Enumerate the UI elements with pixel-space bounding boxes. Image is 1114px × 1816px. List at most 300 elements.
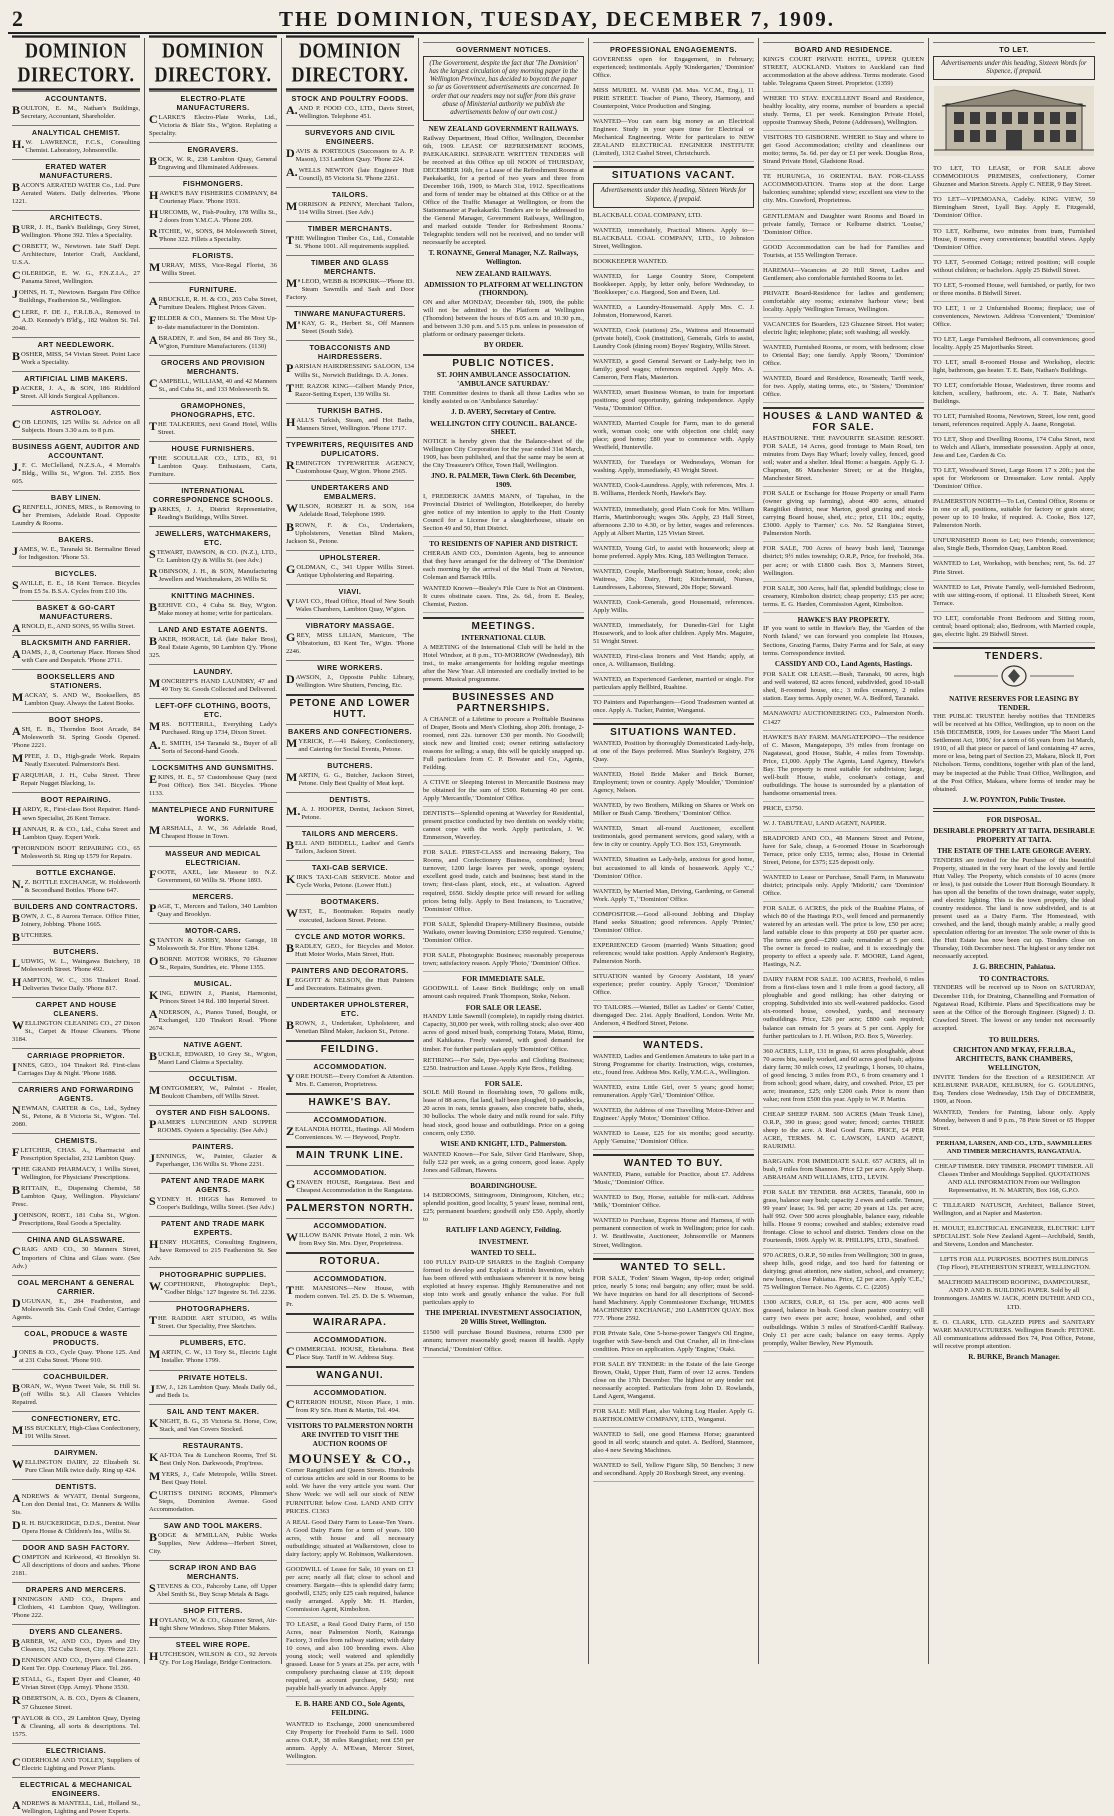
section-header: BOTTLE EXCHANGE. bbox=[12, 865, 140, 877]
classified-ad: WANTED, immediately, Practical Miners. Apply to— BLACKBALL COAL COMPANY, LTD., 10 Johnston Street, Wellington. bbox=[593, 227, 754, 255]
classified-ad: MANAWATU AUCTIONEERING CO., Palmerston North. C1427 bbox=[763, 710, 924, 730]
classified-ad: GENTLEMAN and Daughter want Rooms and Board in private family, Terrace or Kelburne district. 'Louise,' 'Dominion' Office. bbox=[763, 213, 924, 241]
section-header: SCRAP IRON AND BAG MERCHANTS. bbox=[149, 1560, 277, 1581]
business-ad: FOR SALE, Splendid Drapery-Millinery Business, outside Waikato, owner leaving Dominion; £350 required. 'Genuine,' 'Dominion' Office. bbox=[423, 921, 584, 949]
directory-entry: A.E. SMITH, 154 Taranaki St., Buyer of all Sorts of Second-hand Goods. bbox=[149, 738, 277, 756]
directory-entry: MARTIN, G. G., Butcher, Jackson Street, Petone. Only Best Quality of Meat kept. bbox=[286, 770, 414, 788]
classified-ad: BOOKKEEPER WANTED. bbox=[593, 258, 754, 270]
section-header: UNDERTAKERS AND EMBALMERS. bbox=[286, 480, 414, 501]
directory-entry: COLERIDGE, E. W. G., F.N.Z.I.A., 27 Panama Street, Wellington. bbox=[12, 268, 140, 286]
painting-tender: WANTED, Tenders for Painting, labour only. Apply Monday, between 8 and 9 p.m., 78 Pirie Street or 65 Hopper Street. bbox=[933, 1109, 1095, 1137]
directory-entry: HANNAH, R. & CO., Ltd., Cuba Street and Lambton Quay. Expert Work. bbox=[12, 823, 140, 841]
classified-ad: WANTED, First-class Ironers and Vest Hands; apply, at once, A. Williamson, Building. bbox=[593, 653, 754, 673]
section-header: BOOTMAKERS. bbox=[286, 894, 414, 906]
ambulance-sign: J. D. AVERY, Secretary of Centre. bbox=[451, 407, 556, 416]
board-items bbox=[763, 56, 924, 403]
section-header: LAUNDRY. bbox=[149, 664, 277, 676]
classified-ad: BARGAIN. FOR IMMEDIATE SALE. 657 ACRES, all in bush, 9 miles from Shannon. Price £2 per acre. Apply Sharp. ABRAHAM AND WILLIAMS, LTD., LEVIN. bbox=[763, 1158, 924, 1186]
houses-header: HOUSES & LAND WANTED & FOR SALE. bbox=[763, 407, 924, 433]
napier-notice bbox=[423, 540, 584, 582]
directory-entry: REMINGTON TYPEWRITER AGENCY, Customhouse Quay, W'gton. 'Phone 2565. bbox=[286, 457, 414, 475]
classified-ad: TO LET, comfortable House, Wadestown, three rooms and kitchen, scullery, bathroom, etc. A. T. Bate, Nathan's Buildings. bbox=[933, 382, 1095, 410]
classified-ad: WANTED to Sell, one good Harness Horse; guaranteed good in all work; staunch and quiet. A. Bedford, Stanmore, also 4 new Sewing Machines. bbox=[593, 1431, 754, 1459]
classified-ad: TO LET, 5-roomed House, well furnished, or partly, for two or three months. 8 Bidwill Street. bbox=[933, 282, 1095, 302]
directory-entry: JAMES, W. E., Taranaki St. Bermaline Bread for Indigestion. 'Phone 53. bbox=[12, 543, 140, 561]
directory-entry: BEEHIVE CO., 4 Cuba St. Buy, W'gton. Make money at home; write for particulars. bbox=[149, 600, 277, 618]
section-header: GRAMOPHONES, PHONOGRAPHS, ETC. bbox=[149, 398, 277, 419]
classified-ad: UNFURNISHED Room to Let; two Friends; convenience; also, Single Beds, Thorndon Quay, Lambton Road. bbox=[933, 537, 1095, 557]
tenders-header: TENDERS. bbox=[933, 647, 1095, 662]
admission-notice bbox=[423, 270, 584, 350]
directory-entry: BOWN, J. C., 8 Aurora Terrace. Office Fitter, Joinery, Jobbing. 'Phone 1665. bbox=[12, 910, 140, 928]
situations-vacant-lead: Advertisements under this heading, Sixteen Words for Sixpence, if prepaid. bbox=[593, 183, 754, 207]
section-header: BUSINESS AGENT, AUDITOR AND ACCOUNTANT. bbox=[12, 439, 140, 460]
native-reserves-tender bbox=[933, 695, 1095, 805]
retiring-ad: RETIRING—For Sale, Dye-works and Clothing Business; £250. Instruction and Lease. Apply Kyte Bros., Feilding. bbox=[423, 1057, 584, 1077]
dairy-farm-lease-ad: A REAL Good Dairy Farm to Lease-Ten Years. A Good Dairy Farm for a term of years. 100 acres, with house and all necessary outbuildings; situated at Walkerstown, close to dairy factory; apply W. Robinson, Walkerstown. bbox=[286, 1519, 414, 1563]
section-header: MUSICAL. bbox=[149, 976, 277, 988]
engagements-situations-column bbox=[589, 38, 759, 1664]
builders-title: TO BUILDERS. bbox=[988, 1035, 1040, 1044]
timber-ad: CHEAP TIMBER. DRY TIMBER. PROMPT TIMBER. All Classes Timber and Mouldings Supplied. QUOTATIONS AND ALL INFORMATION From our Wellington Representative, H. N. MARTIN, Box 168, G.P.O. bbox=[933, 1163, 1095, 1199]
board-header: BOARD AND RESIDENCE. bbox=[763, 42, 924, 54]
classified-ad: WANTED, Young Girl, to assist with housework; sleep at home preferred. Apply Mrs. King, 183 Wellington Terrace. bbox=[593, 545, 754, 565]
milk-round-title: FOR SALE. bbox=[484, 1079, 523, 1088]
directory-entry: STEWART, DAWSON, & CO. (N.Z.), LTD., Cr. Lambton Q'y & Willis St. (see Adv.) bbox=[149, 546, 277, 564]
classified-ad: WANTED—You can earn big money as an Electrical Engineer. Study in your spare time for Electrical or Mechanical Engineering. Write for particulars to NEW ZEALAND ELECTRICAL ENGINEER INSTITUTE (Limited), 1312 Cashel Street, Christchurch. bbox=[593, 118, 754, 162]
classified-ad: TO Painters and Paperhangers—Good Tradesmen wanted at once. Apply A. Tucker, Painter, Wanganui. bbox=[593, 699, 754, 719]
section-header: RESTAURANTS. bbox=[149, 1438, 277, 1450]
directory-entry: GENAVEN HOUSE, Rangataua. Best and Cheapest Accommodation in the Rangataua. bbox=[286, 1176, 414, 1194]
milk-round-sale bbox=[423, 1080, 584, 1149]
section-header: INTERNATIONAL CORRESPONDENCE SCHOOLS. bbox=[149, 483, 277, 504]
wanteds-header: WANTEDS. bbox=[593, 1036, 754, 1051]
double-divider bbox=[933, 808, 1095, 812]
section-header: FISHMONGERS. bbox=[149, 176, 277, 188]
classified-ad: TO LET, Kelburne, two minutes from tram, Furnished House, 8 rooms; every convenience; beautiful views. Apply 'Dominion' Office. bbox=[933, 228, 1095, 256]
section-header: KNITTING MACHINES. bbox=[149, 588, 277, 600]
section-header: PRIVATE HOTELS. bbox=[149, 1370, 277, 1382]
clark-sign: R. BURKE, Branch Manager. bbox=[968, 1352, 1060, 1361]
contractors-tender bbox=[933, 975, 1095, 1033]
disposal-subtitle: DESIRABLE PROPERTY AT TAITA. DESIRABLE PROPERTY AT TAITA. bbox=[933, 827, 1095, 844]
mounsey-body: Corner Rangitikei and Queen Streets. Hundreds of curious articles are sold in our Rooms to be sold. We have the very article you want. Our Show Week: we will sell our stock of NEW FURNITURE below Cost. LAND AND CITY PRICES. C1363 bbox=[286, 1467, 414, 1515]
section-header: ACCOMMODATION. bbox=[286, 1385, 414, 1397]
napier-title: TO RESIDENTS OF NAPIER AND DISTRICT. bbox=[429, 539, 578, 548]
situations-wanted-items bbox=[593, 740, 754, 1032]
classified-ad: WANTED, Cook (stations) 25s., Waitress and Housemaid (private hotel), Cook (institution), Generals, Girls to assist, Laundry Cook (dining room) Boyes' Registry, Willis Street. bbox=[593, 327, 754, 355]
directory-entry: DR. H. BUCKERIDGE, D.D.S., Dentist. Near Opera House & Children's Ins., Willis St. bbox=[12, 1518, 140, 1536]
directory-entry: WELLINGTON CLEANING CO., 27 Dixon St., Carpet & House Cleaners. 'Phone 3184. bbox=[12, 1017, 140, 1043]
directory-entry: BARBER, W., AND CO., Dyers and Dry Cleaners, 152 Cuba Street, City. 'Phone 221. bbox=[12, 1636, 140, 1654]
classified-ad: WANTED, immediately, good Plain Cook for Mrs. William Harris, Martinborough; wages 30s. Apply, 23 Hall Street, afternoons 2.30 to 4.30, or by letter, wages and references. Apply at Albert Martin, 125 Vivian Street. bbox=[593, 506, 754, 542]
directory-entry: ABRADEN, F. and Son, 84 and 86 Tory St., W'gton, Furniture Manufacturers. (1130) bbox=[149, 332, 277, 350]
perham-ad: PERHAM, LARSEN, AND CO., LTD., SAWMILLERS AND TIMBER MERCHANTS, RANGATAUA. bbox=[933, 1140, 1095, 1160]
directory-entry: THE GRAND PHARMACY, 1 Willis Street, Wellington, for Physicians' Prescriptions. bbox=[12, 1164, 140, 1182]
classified-ad: WANTED, extra Little Girl, over 5 years; good home; remuneration. Apply 'Girl,' 'Dominion' Office. bbox=[593, 1084, 754, 1104]
directory-entry: CLARKE'S Electro-Plate Works, Ltd., Victoria & Blair Sts., W'gton. Replating a Speciality. bbox=[149, 112, 277, 138]
wanted-to-sell-items bbox=[593, 1275, 754, 1483]
section-header: CONFECTIONERY, ETC. bbox=[12, 1411, 140, 1423]
disposal-body: TENDERS are invited for the Purchase of this beautiful Property, situated in the very heart of the lovely and fertile Hutt Valley. The Property, which consists of 10 acres (more or less), is just outside the Lower Hutt Borough Boundary. It has upon all the benefits of the town drainage, water supply, and electric lighting. This is the town property, the ideal country residence. The land is now subdivided, and is at present used as a Dairy Farm. The Homestead, with cowshed, and the land, though mainly arable; a really good speculation offering for an investor. The sole owner of this is the Hutt Estate has now been cut up. Tenders close on Thursday, 16th December next. The highest or any tender not necessarily accepted. bbox=[933, 856, 1095, 960]
directory-entry: COMPTON and Kirkwood, 43 Brooklyn St. All descriptions of doors and sashes. 'Phone 2181. bbox=[12, 1552, 140, 1578]
directory-entry: BODGE & M'MILLAN, Public Works Supplies, New Address—Herbert Street, City. bbox=[149, 1529, 277, 1555]
directory-entry: BAKER, HORACE, Ld. (late Baker Bros), Real Estate Agents, 90 Lambton Q'y. 'Phone 325. bbox=[149, 634, 277, 660]
section-header: DAIRYMEN. bbox=[12, 1445, 140, 1457]
section-header: TURKISH BATHS. bbox=[286, 403, 414, 415]
boarding-title: BOARDINGHOUSE. bbox=[470, 1182, 537, 1191]
directory-entry: DUGUNAN, E., 284 Featherston, and Molesworth Sts. Cash Coal Order, Carriage Agents. bbox=[12, 1295, 140, 1321]
directory-entry: THE RADDIE ART STUDIO, 45 Willis Street. Our Speciality, Free Sketches. bbox=[149, 1313, 277, 1331]
directory-entry: FARQUHAR, J. H., Cuba Street. Three Repair Nugget Blacking, 1s. bbox=[12, 770, 140, 788]
moult-ad: H. MOULT, ELECTRICAL ENGINEER, ELECTRIC LIFT SPECIALIST. Sole New Zealand Agent—Archibald, Smith, and Stevens, London and Manchester. bbox=[933, 1225, 1095, 1253]
professional-items bbox=[593, 56, 754, 162]
section-header: ACCOMMODATION. bbox=[286, 1218, 414, 1230]
directory-entry: M.A. J. HOOPER, Dentist, Jackson Street, Petone. bbox=[286, 804, 414, 822]
directory-entry: BOCK, W. R., 238 Lambton Quay, General Engraving and Illuminated Addresses. bbox=[149, 154, 277, 172]
directory-entry: HOYLAND, W. & CO., Ghuznee Street, Air-tight Show Windows. Shop Fitter Makers. bbox=[149, 1615, 277, 1633]
directory-entry: HAMPTON, W. C., 336 Tinakori Road. Deliveries Twice Daily. 'Phone 817. bbox=[12, 974, 140, 992]
ambulance-title: ST. JOHN AMBULANCE ASSOCIATION. 'AMBULANCE SATURDAY.' bbox=[436, 371, 571, 388]
classified-ad: PRIVATE Board-Residence for ladies and gentlemen; comfortable airy rooms; extensive harbour view; best locality. Apply 'Wellington Terrace, Wellington. bbox=[763, 290, 924, 318]
directory-entry: HARDY, R., First-class Boot Repairer. Hand-sewn Specialist, 26 Kent Terrace. bbox=[12, 804, 140, 822]
directory-entry: CAMPBELL, WILLIAM, 40 and 42 Manners St., and Cuba St., and 133 Molesworth St. bbox=[149, 375, 277, 393]
classified-ad: WANTED to Let, Private Family, well-furnished Bedroom, with use sitting-room, if optional. 11 Elizabeth Street, Kent Terrace. bbox=[933, 584, 1095, 612]
section-header: BOOT SHOPS. bbox=[12, 712, 140, 724]
classified-ad: WHERE TO STAY. EXCELLENT Board and Residence, healthy locality, airy rooms, number of boarders a special study. Terms, £1 per week. Kensington Private Hotel, opposite Tramway Sheds, Petone (Addresses), Wellington. bbox=[763, 95, 924, 131]
contractors-title: TO CONTRACTORS. bbox=[979, 974, 1049, 983]
section-header: CYCLE AND MOTOR WORKS. bbox=[286, 929, 414, 941]
section-header: TAILORS AND MERCERS. bbox=[286, 826, 414, 838]
directory-entry: HURCOMB, W., Fish-Poultry, 178 Willis St., 2 doors from Y.M.C.A. 'Phone 209. bbox=[149, 207, 277, 225]
lifts-ad: LIFTS FOR ALL PURPOSES. BOOTH'S BUILDINGS (Top Floor), FEATHERSTON STREET, WELLINGTON. bbox=[933, 1256, 1095, 1276]
sale-or-lease bbox=[423, 1004, 584, 1054]
directory-entry: ROBERTSON, A. B. CO., Dyers & Cleaners, 37 Ghuznee Street. bbox=[12, 1693, 140, 1711]
situations-wanted-header: SITUATIONS WANTED. bbox=[593, 723, 754, 738]
investment-sign: THE IMPERIAL INVESTMENT ASSOCIATION, 20 Willis Street, Wellington. bbox=[425, 1308, 582, 1326]
section-header: STEEL WIRE ROPE. bbox=[149, 1637, 277, 1649]
classified-ad: FOR SALE BY TENDER. 868 ACRES, Taranaki, 600 in grass, balance easy bush; capacity 2 ewes and cattle. Tenure, 99 years' lease; 1s. 9d. per acre; 20 years at 12s. per acre; half 992. Over 500 acres ploughable, balance easy, rideable hills. House 9 rooms; cowshed and stables; extensive road frontage. Close to school and district. Tenders close on the Fourteenth, 1909. Apply W. R. PHILLIPS, LTD., Stratford. bbox=[763, 1189, 924, 1249]
directory-entry: BELL AND BIDDELL, Ladies' and Gent's Tailors, Jackson Street. bbox=[286, 838, 414, 856]
disposal-sign: J. G. BRECHIN, Pahiatua. bbox=[972, 962, 1056, 971]
classified-ad: TE HURUNGA, 16 ORIENTAL BAY. FOR-CLASS ACCOMMODATION. Trams stop at the door. Large balconies; sunshine; splendid view; excellent sea view to the city. Mrs. Crawford, Proprietress. bbox=[763, 173, 924, 209]
business-header: BUSINESSES AND PARTNERSHIPS. bbox=[423, 688, 584, 714]
classified-ad: TO LET, 1 or 2 Unfurnished Rooms; fireplace; use of conveniences, Newtown. Address 'Convenient,' 'Dominion' Office. bbox=[933, 305, 1095, 333]
section-header: PLUMBERS, ETC. bbox=[149, 1335, 277, 1347]
section-header: GROCERS AND PROVISION MERCHANTS. bbox=[149, 355, 277, 376]
section-header: TIMBER AND GLASS MERCHANTS. bbox=[286, 255, 414, 276]
classified-ad: TO LET, Large Furnished Bedroom, all conveniences; good locality. Apply 25 Majoribanks Street. bbox=[933, 336, 1095, 356]
to-lease-ad: TO LEASE, a Real Good Dairy Farm, of 150 Acres, near Palmerston North, Kairanga Factory, 3 miles from railway station; with dairy 10 cows, and also 100 breeding ewes. Also young stock; well watered and splendidly grassed. Lease for 5 years at 25s. per acre, with compulsory purchasing clause at £19; deposit required, as account purchase, £450; rent payable half-yearly in advance. Apply bbox=[286, 1621, 414, 1697]
milk-round-sign: WISE AND KNIGHT, LTD., Palmerston. bbox=[440, 1139, 567, 1148]
to-let-header: TO LET. bbox=[933, 42, 1095, 54]
section-header: PAINTERS AND DECORATORS. bbox=[286, 963, 414, 975]
directory-column-1 bbox=[8, 38, 145, 1815]
board-houses-column bbox=[759, 38, 929, 1664]
section-header: ANALYTICAL CHEMIST. bbox=[12, 125, 140, 137]
section-header: PATENT AND TRADE MARK AGENTS. bbox=[149, 1173, 277, 1194]
directory-entry: CRITERION HOUSE, Nixon Place, 1 min. from R'y St'n. Hunt & Martin, Tel. 494. bbox=[286, 1397, 414, 1415]
lease-body: HANDY Little Sawmill (complete), in rapidly rising district. Capacity, 30,000 per week, with rolling stock; also over 400 acres of good mixed bush, comprising Totara, Matai, Rimu, and Kahikatea. Freely watered, with good demand for timber. For further particulars apply 'Dominion' Office. bbox=[423, 1013, 584, 1053]
admission-sign: BY ORDER. bbox=[483, 341, 524, 350]
section-header: ASTROLOGY. bbox=[12, 405, 140, 417]
section-header: PATENT AND TRADE MARK EXPERTS. bbox=[149, 1216, 277, 1237]
classified-ad: HAREMAI—Vacancies at 20 Hill Street, Ladies and Gentlemen; also comfortable furnished Rooms to let. bbox=[763, 267, 924, 287]
section-header: HOUSE FURNISHERS. bbox=[149, 441, 277, 453]
section-header: MASSEUR AND MEDICAL ELECTRICIAN. bbox=[149, 846, 277, 867]
classified-ad: WANTED, for Tuesdays or Wednesdays, Woman for washing. Apply, immediately, 43 Wright Street. bbox=[593, 459, 754, 479]
ambulance-body: THE Committee desires to thank all those Ladies who so kindly assisted us on 'Ambulance Saturday.' bbox=[423, 389, 584, 405]
railway-tender bbox=[423, 125, 584, 267]
immediate-sale bbox=[423, 975, 584, 1001]
divider bbox=[286, 1418, 414, 1419]
builders-body: INVITE Tenders for the Erection of a RESIDENCE AT KELBURNE PARADE, KELBURN, for G. GOULDING, Esq. Tenders close Wednesday, 15th Day of DECEMBER, 1909, at Noon. bbox=[933, 1073, 1095, 1105]
classified-ad: EXPERIENCED Groom (married) Wants Situation; good references; would take position. Apply Anderson's Registry, Palmerston North. bbox=[593, 942, 754, 970]
section-header: DENTISTS. bbox=[286, 792, 414, 804]
tilleard-ad: C TILLEARD NATUSCH, Architect, Ballance Street, Wellington, and at Napier and Masterton. bbox=[933, 1202, 1095, 1222]
directory-entry: JEW, J., 126 Lambton Quay. Meals Daily 6d., and Beds 1s. bbox=[149, 1381, 277, 1399]
classified-ad: WANTED, Couple, Marlborough Station; house, cook; also Waitress, 20s; Dairy, Hutt; Kitchenmaid, Nurses, Laundresses, Laboress, Steward, 20s Hope; Steward. bbox=[593, 568, 754, 596]
classified-ad: GOVERNESS open for Engagement, in February; experienced; testimonials. Apply 'Kindergarten,' 'Dominion' Office. bbox=[593, 56, 754, 84]
investment-ad bbox=[423, 1238, 584, 1326]
directory-entry: ZEALANDIA HOTEL, Hastings. All Modern Conveniences. W. — Heywood, Prop'tr. bbox=[286, 1123, 414, 1141]
directory-entry: PARKES, J. J., District Representative, Reading's Buildings, Willis Street. bbox=[149, 503, 277, 521]
boardinghouse-ad bbox=[423, 1182, 584, 1235]
directory-entry: PACKER, J. A., & SON, 186 Riddiford Street. All kinds Surgical Appliances. bbox=[12, 382, 140, 400]
section-header: BOOKSELLERS AND STATIONERS. bbox=[12, 669, 140, 690]
classified-ad: WANTED, the Address of one Travelling 'Motor-Driver and Engineer.' Apply 'Motor,' 'Dominion' Office. bbox=[593, 1107, 754, 1127]
columns bbox=[8, 38, 1106, 1815]
directory-entry: BRADLEY, GEO., for Bicycles and Motor. Hutt Motor Works, Main Street, Hutt. bbox=[286, 940, 414, 958]
builders-firm: CRICHTON AND M'KAY, FF.R.I.B.A., ARCHITECTS, BANK CHAMBERS, WELLINGTON, bbox=[952, 1046, 1076, 1072]
directory-entry: WELLINGTON DAIRY, 22 Elizabeth St. Pure Clean Milk twice daily. Ring up 424. bbox=[12, 1456, 140, 1474]
directory-sections bbox=[149, 91, 277, 1667]
directory-entry: SYDNEY H. HIGGS has Removed to Cooper's Buildings, Willis Street. (See Adv.) bbox=[149, 1194, 277, 1212]
licence-notice: I, FREDERICK JAMES MANN, of Tapuhau, in the Provincial District of Wellington, Hotelkeeper, do hereby give notice of my intention to apply to the Hutt County Council for a License for a slaughterhouse, situate on Section 49 and 50, Hutt District. bbox=[423, 493, 584, 537]
classified-ad: WANTED, Position by thoroughly Domesticated Lady-help, at one of the Bays preferred. Miss Stanley's Registry, 276 Quay. bbox=[593, 740, 754, 768]
directory-entry: BOULTON, E. M., Nathan's Buildings, Secretary, Accountant, Shareholder. bbox=[12, 103, 140, 121]
directory-entry: WEST, E., Bootmaker. Repairs neatly executed, Jackson Street. Petone. bbox=[286, 906, 414, 924]
classified-ad: WANTED, an Experienced Gardener, married or single. For particulars apply Bellbird, Ruahine. bbox=[593, 676, 754, 696]
section-header: COAL, PRODUCE & WASTE PRODUCTS. bbox=[12, 1326, 140, 1347]
directory-entry: HAWKE'S BAY FISHERIES COMPANY, 84 Courtenay Place. 'Phone 1931. bbox=[149, 188, 277, 206]
section-header: MAIN TRUNK LINE. bbox=[286, 1146, 414, 1161]
section-header: OYSTER AND FISH SALOONS. bbox=[149, 1105, 277, 1117]
section-header: SAIL AND TENT MAKER. bbox=[149, 1404, 277, 1416]
admission-body: ON and after MONDAY, December 6th, 1909, the public will not be admitted to the Platform at Wellington (Thorndon) between the hours of 8.05 a.m. and 10.30 p.m., and between 3.30 p.m. and 5.15 p.m. unless in possession of platform or ordinary passenger tickets. bbox=[423, 299, 584, 339]
classified-ad: WANTED, Piano, suitable for Practice, about £7. Address 'Music,' 'Dominion' Office. bbox=[593, 1171, 754, 1191]
section-header: CARRIERS AND FORWARDING AGENTS. bbox=[12, 1082, 140, 1103]
classified-ad: WANTED to Let, Workshop, with benches; rent, 5s. 6d. 27 Pirie Street. bbox=[933, 560, 1095, 580]
classified-ad: WANTED, Smart all-round Auctioneer, excellent testimonials, good permanent services, good salary, with a few in city or country. Apply T.O. Box 153, Greymouth. bbox=[593, 825, 754, 853]
to-let-lead: Advertisements under this heading, Sixteen Words for Sixpence, if prepaid. bbox=[933, 56, 1095, 80]
classified-ad: FOR SALE BY TENDER: in the Estate of the late George Brown, Otaki, Upper Hutt, Farm of over 12 acres. Tenders close on the 17th December. The highest or any tender not necessarily accepted. Particulars from John D. Rowlands, Land Agent, Wanganui. bbox=[593, 1361, 754, 1405]
section-header: BICYCLES. bbox=[12, 566, 140, 578]
directory-entry: MORRISON & PENNY, Merchant Tailors, 114 Willis Street. (See Adv.) bbox=[286, 199, 414, 217]
directory-entry: JOHNS, H. T., Newtown. Bargain Fire Office Buildings, Featherston St., Wellington. bbox=[12, 287, 140, 305]
classified-ad: FOR SALE OR LEASE.—Bush, Taranaki, 90 acres, high and well watered, 82 acres fenced, subdivided, good 10-stall shed, 8-roomed house, etc.; 3 miles creamery, 2 miles station. Easy terms. Apply owner, W. A. Bedford, Taranaki. bbox=[763, 671, 924, 707]
classified-ad: WANTED, Married Couple for Farm, man to do general work, woman cook; one with objection one child; easy place; good home; £80 year to commence with. Apply Westfield, Hunterville. bbox=[593, 420, 754, 456]
section-header: TINWARE MANUFACTURERS. bbox=[286, 306, 414, 318]
directory-entry: INNINGSON AND CO., Drapers and Clothiers, 41 Lambton Quay, Wellington. 'Phone 222. bbox=[12, 1594, 140, 1620]
directory-entry: FLETCHER, CHAS. A., Pharmacist and Prescription Specialist, 232 Lambton Quay. bbox=[12, 1145, 140, 1163]
directory-entry: GREY, MISS LILIAN, Manicure, 'The Vibratorium, 83 Kent Ter., W'gtn. 'Phone 2246. bbox=[286, 630, 414, 656]
directory-entry: M'KAY, G. R., Herbert St., Off Manners Street (South Side). bbox=[286, 318, 414, 336]
directory-entry: ARBUCKLE, R. H. & CO., 203 Cuba Street, Furniture Dealers. Highest Prices Given. bbox=[149, 294, 277, 312]
classified-ad: FOR SALE or Exchange for House Property or small Farm (owner giving up farming), about 400 acres, situated Rangitikei district, near Marton, good grazing and stock-carrying Board house, shed, etc.; price, £11 10s.; equity, £3000. Apply to 'Farmer,' c.o. No. 52 Rangiatea Street, Palmerston North. bbox=[763, 490, 924, 542]
railway-title: NEW ZEALAND GOVERNMENT RAILWAYS. bbox=[428, 125, 579, 134]
directory-entry: SAVILLE, E. E., 18 Kent Terrace. Bicycles from £5 5s. B.S.A. Cycles from £10 10s. bbox=[12, 578, 140, 596]
directory-entry: ADAMS, J., 8, Courtenay Place. Horses Shod with Care and Despatch. 'Phone 2711. bbox=[12, 647, 140, 665]
railway-sign: T. RONAYNE, General Manager, N.Z. Railways, Wellington. bbox=[428, 249, 579, 267]
section-header: BAKERS. bbox=[12, 532, 140, 544]
crest-icon bbox=[933, 664, 1095, 688]
government-intro: (The Government, despite the fact that 'The Dominion' has the largest circulation of any morning paper in the Wellington Province, has decided to boycott the paper so far as Government advertisements are concerned. In order that our readers may not suffer from this grave abuse of Ministerial authority we publish the advertisements below of our own cost.) bbox=[423, 56, 584, 121]
directory-entry: KIRK'S TAXI-CAB SERVICE. Motor and Cycle Works, Petone. (Lower Hutt.) bbox=[286, 872, 414, 890]
directory-sections bbox=[12, 91, 140, 1816]
section-header: LEFT-OFF CLOTHING, BOOTS, ETC. bbox=[149, 698, 277, 719]
directory-entry: MYERICK, F.—41 Bakery, Confectionery, and Catering for Social Events, Petone. bbox=[286, 736, 414, 754]
hawkes-body: IF you want to settle in Hawke's Bay, the 'Garden of the North Island,' we can forward you complete list Houses, Sections, Grazing Farms, Dairy Farms and for Sale, at easy terms. Correspondence invited. bbox=[763, 625, 924, 657]
directory-entry: BRITTAIN, E., Dispensing Chemist, 58 Lambton Quay, Wellington. Physicians' Presc. bbox=[12, 1183, 140, 1209]
directory-entry: MPFEE, J. D., High-grade Work. Repairs Neatly Executed. Palmerston's Best. bbox=[12, 751, 140, 769]
section-header: JEWELLERS, WATCHMAKERS, ETC. bbox=[149, 526, 277, 547]
mounsey-lead: VISITORS TO PALMERSTON NORTH ARE INVITED TO VISIT THE AUCTION ROOMS OF bbox=[287, 1422, 413, 1448]
directory-entry: THE RAZOR KING—Gilbert Mandy Price, Razor-Setting Expert, 139 Willis St. bbox=[286, 380, 414, 398]
directory-entry: MONCRIEFF'S HAND LAUNDRY, 47 and 49 Tory St. Goods Collected and Delivered. bbox=[149, 676, 277, 694]
directory-entry: THE MANSIONS—New House, with modern conven. Tel. 25. D. De S. Wiseman, Pr. bbox=[286, 1282, 414, 1309]
wanted-to-sell-header: WANTED TO SELL. bbox=[593, 1258, 754, 1273]
classified-ad: FOR Private Sale, One 5-horse-power Tangye's Oil Engine, together with Saw-bench and Out Crusher, all in first-class condition. Price on application. Apply 'Engine,' Otaki. bbox=[593, 1330, 754, 1358]
hardware-shop-ad: WANTED Known—For Sale, Silver Grid Hardware, Shop, fully £22 per week, as a going concern, good lease. Apply Jones and Gillman, Hawera. bbox=[423, 1151, 584, 1179]
classified-ad: 360 ACRES, L.I.P., 131 in grass, 61 acres ploughable, about 70 acres bits, easily worked, and 60 acres good bush; adjoins dairy farm; 30 milch cows, 12 yearlings, 1 horses, 10 chains, of good fencing, 3 miles from P.O., 6 from creamery and 1 from school; good whare, dairy, and cowshed. Price, £5 per acre; insurance, £25; only £200 cash. Price is more than value; rent from £500 this year. Apply to W. P. Martin. bbox=[763, 1048, 924, 1108]
loan-ad: £1500 will purchase Bound Business, returns £300 per annum; turnover reasonably good; reason ill health. Apply 'Financial,' 'Dominion' Office. bbox=[423, 1329, 584, 1357]
section-header: LOCKSMITHS AND GUNSMITHS. bbox=[149, 760, 277, 772]
directory-entry: EKINS, H. E., 57 Customhouse Quay (next Post Office). Box 341. Bicycles. 'Phone 1133. bbox=[149, 772, 277, 798]
section-header: MANTELPIECE AND FURNITURE WORKS. bbox=[149, 802, 277, 823]
directory-entry: MACKAY, S. AND W., Booksellers, 85 Lambton Quay. Always the Latest Books. bbox=[12, 690, 140, 708]
professional-header: PROFESSIONAL ENGAGEMENTS. bbox=[593, 42, 754, 54]
goodwill-lease-ad: GOODWILL of Lease for Sale, 10 years on £1 per acre; nearly all flat; close to school and creamery. Bargain—this is splendid dairy farm; goodwill, £325; only £25 cash required, balance easily arranged. Apply Mr. H. Harden, Commission Agent, Kimbolton. bbox=[286, 1566, 414, 1618]
classified-ad: FOR SALE, 'Foden' Steam Wagon, tip-top order; original price, nearly 5 tons; real bargain; any offer; must be sold. We have inquiries on hand for all descriptions of Second-hand Machinery. Apply Commissioner Exchange, 'HUMES MACHINERY EXCHANGE,' 260 LAMBTON QUAY. Box 777. 'Phone 2592. bbox=[593, 1275, 754, 1327]
investment-title: INVESTMENT. bbox=[478, 1238, 529, 1247]
section-header: MOTOR-CARS. bbox=[149, 923, 277, 935]
directory-entry: BUTCHERS. bbox=[12, 929, 53, 944]
admission-subtitle: ADMISSION TO PLATFORM AT WELLINGTON (THORNDON). bbox=[424, 280, 583, 298]
directory-entry: MYERS, J., Cafe Metropole, Willis Street. Best Quay Hotel. bbox=[149, 1468, 277, 1486]
section-header: BAKERS AND CONFECTIONERS. bbox=[286, 724, 414, 736]
lease-title: FOR SALE OR LEASE. bbox=[465, 1003, 542, 1012]
directory-entry: J.F. C. McClelland, N.Z.S.A., 4 Morrah's Bldg., Willis St., W'gton. Tel. 2355. Box 605. bbox=[12, 459, 140, 485]
classified-ad: VISITORS TO GISBORNE. WHERE to Stay and where to get Good Accommodation; civility and cleanliness our motto; terms, 5s. 6d. per day or £1 per week. Douglas Ross, Strand Private Hotel, Gladstone Road. bbox=[763, 134, 924, 170]
boarding-body: 14 BEDROOMS, Sittingroom, Diningroom, Kitchen, etc.; splendid position, good locality, 5 years' lease, nominal rent, £25; permanent boarders; goodwill only £50. Apply, shortly to bbox=[423, 1192, 584, 1224]
section-header: TIMBER MERCHANTS. bbox=[286, 221, 414, 233]
business-items bbox=[423, 716, 584, 972]
classified-ad: WANTED to Buy, Horse, suitable for milk-cart. Address 'Milk,' 'Dominion' Office. bbox=[593, 1194, 754, 1214]
directory-entry: JONES & CO., Cycle Quay. 'Phone 125. And at 231 Cuba Street. 'Phone 910. bbox=[12, 1346, 140, 1364]
directory-entry: THE Wellington Timber Co., Ltd., Constable St. 'Phone 1001. All requirements supplied. bbox=[286, 233, 414, 251]
directory-entry: DAVIS & PORTEOUS (Successors to A. P. Mason), 133 Lambton Quay. 'Phone 224. bbox=[286, 146, 414, 164]
directory-entry: BORAN, W., Wynn Tweet Vale, St. Hill St. (off Willis St.). All Classes Vehicles Repaired. bbox=[12, 1380, 140, 1406]
section-header: SHOP FITTERS. bbox=[149, 1603, 277, 1615]
club-body: A MEETING of the International Club will be held in the Hotel Windsor, at 8 p.m., TO-MORROW (Wednesday), 8th inst., to make arrangements for holding regular meetings after the New Year. All interested are cordially invited to be present. Musical programme. bbox=[423, 643, 584, 683]
directory-entry: BROWN, F. & Co., Undertakers, Upholsterers, Venetian Blind Makers, Jackson St., Petone. bbox=[286, 519, 414, 545]
native-title: NATIVE RESERVES FOR LEASING BY TENDER. bbox=[949, 694, 1079, 712]
council-sign: JNO. R. PALMER, Town Clerk. 6th December, 1909. bbox=[431, 472, 576, 490]
section-header: BUILDERS AND CONTRACTORS. bbox=[12, 899, 140, 911]
directory-entry: N.Z. BOTTLE EXCHANGE, W. Holdsworth & Secondhand Bottles. 'Phone 647. bbox=[12, 876, 140, 894]
railway-body: Railway Department, Head Office, Wellington, December 6th, 1909. LEASE OF REFRESHMENT ROOMS, PAEKAKARIKI. SEPARATE WRITTEN TENDERS will be received at this Office up till NOON of THURSDAY, DECEMBER 16th, for a Lease of the Refreshment Rooms at Paekakariki, for a period of two years and three from December 16th, 1909, to March 31st, 1912. Specifications and form of tender may be obtained at this Office or at the Office of the Traffic Manager at Wellington, or from the Stationmaster at Paekakariki. Tenders are to be addressed to the General Manager, Government Railways, Wellington, and marked outside 'Tender for Refreshment Rooms.' Telegraphic tenders will not be received, and no tender will necessarily be accepted. bbox=[423, 134, 584, 247]
directory-entry: THORNDON BOOT REPAIRING CO., 65 Molesworth St. Ring up 1579 for Repairs. bbox=[12, 842, 140, 860]
section-header: ACCOMMODATION. bbox=[286, 1059, 414, 1071]
section-header: TYPEWRITERS, REQUISITES AND DUPLICATORS. bbox=[286, 437, 414, 458]
newspaper-title: THE DOMINION, TUESDAY, DECEMBER 7, 1909. bbox=[279, 7, 835, 31]
classified-ad: FOR SALE: Mill Plant, also Valuing Log Hauler. Apply G. BARTHOLOMEW COMPANY, LTD., Wanganui. bbox=[593, 1408, 754, 1428]
directory-entry: MURRAY, MISS, Vice-Regal Florist, 36 Willis Street. bbox=[149, 260, 277, 278]
directory-sections bbox=[286, 91, 414, 1415]
classified-ad: 970 ACRES, O.R.P., 50 miles from Wellington; 300 in grass, sheep hills, good ridge, and too hard for fattening or dairying; great attention, new station, school, and creamery; new homes, close Pahiatua. Price, £2 per acre. Apply 'C.E.,' 75 Wellington Terrace. No Agents. C. C. (2205) bbox=[763, 1252, 924, 1296]
directory-entry: MISS BUCKLEY, High-Class Confectionery, 191 Willis Street. bbox=[12, 1422, 140, 1440]
section-header: ARTIFICIAL LIMB MAKERS. bbox=[12, 371, 140, 383]
directory-entry: ASH, E. B., Thorndon Boot Arcade, 84 Molesworth St. Spring Goods Opened. 'Phone 2221. bbox=[12, 724, 140, 750]
clark-body: E. O. CLARK, LTD. GLAZED PIPES and SANITARY WARE MANUFACTURERS. Wellington Branch: PETONE. All communications addressed Box 74, Post Office, Petone, will receive prompt attention. bbox=[933, 1318, 1095, 1350]
classified-ad: GOOD Accommodation can be had for Families and Tourists, at 155 Wellington Terrace. bbox=[763, 244, 924, 264]
directory-entry: FIELDER & CO., Manners St. The Most Up-to-date manufacturer in the Dominion. bbox=[149, 313, 277, 331]
directory-entry: LEGGOTT & NELSON, the Hutt Painters and Decorators. Estimates given. bbox=[286, 974, 414, 992]
hawkes-bay-property bbox=[763, 616, 924, 669]
classified-ad: SITUATION wanted by Grocery Assistant, 18 years' experience; prefer country. Apply 'Grocer,' 'Dominion' Office. bbox=[593, 973, 754, 1001]
classified-ad: TO LET—VIPEMOANA, Cadeby. KING VIEW, 59 Birmingham Street, Lyall Bay. Apply E. Fitzgerald, 'Dominion' Office. bbox=[933, 196, 1095, 224]
situations-vacant-items bbox=[593, 212, 754, 719]
directory-entry: ROBINSON, J. H., & SON, Manufacturing Jewellers and Watchmakers, 26 Willis St. bbox=[149, 565, 277, 583]
directory-entry: A.AND P. FOOD CO., LTD., Davis Street, Wellington. Telephone 451. bbox=[286, 103, 414, 121]
directory-entry: MARTIN, C. W., 13 Tory St., Electric Light Installer. 'Phone 1799. bbox=[149, 1347, 277, 1365]
classified-ad: FOR SALE, 300 Acres, half flat, splendid buildings; close to creamery, Kimbolton district; cheap property; £15 per acre; terms. E. G. Harden, Commission Agent, Kimbolton. bbox=[763, 585, 924, 613]
directory-entry: BURR, J. H., Bank's Buildings, Grey Street, Wellington. 'Phone 392. Tiles a Speciality. bbox=[12, 222, 140, 240]
directory-entry: STEVENS & CO., Pahcroby Lane, off Upper Abel Smith St., Buy Scrap Metals & Bags. bbox=[149, 1580, 277, 1598]
classified-ad: WANTED, Hotel Bride Maker and Brick Burner, Employment; town or country. Apply 'Moulder,' 'Dominion' Agency, Nelson. bbox=[593, 771, 754, 799]
classified-ad: TO LET, small 8-roomed House and Workshop, electric light, bathroom, gas heater. T. E. Bate, Nathan's Buildings. bbox=[933, 359, 1095, 379]
hawkes-title: HAWKE'S BAY PROPERTY. bbox=[797, 615, 890, 624]
classified-ad: WANTED, Situation as Lady-help, anxious for good home, but accustomed to all kinds of housework. Apply 'C.,' 'Dominion' Office. bbox=[593, 856, 754, 884]
directory-entry: CODERHOLM AND TOLLEY, Suppliers of Electric Lighting and Power Plants. bbox=[12, 1754, 140, 1772]
section-header: VIBRATORY MASSAGE. bbox=[286, 618, 414, 630]
section-header: UNDERTAKER UPHOLSTERER, ETC. bbox=[286, 997, 414, 1018]
classified-ad: HAWKE'S BAY FARM. MANGATEPOPO—The residence of C. Mason, Mangatepopo, 3½ miles from frontage on Nagatawai, good House, Stable, 4 miles from Township. Price, £1,000. Apply The Agents, Land Agency, Hawke's Bay. The property is most suitable for subdivision; large, well-built House, stable, cookman's cottage, and outbuildings. The house is surrounded by a plantation of handsome ornamental trees. bbox=[763, 734, 924, 802]
section-header: SURVEYORS AND CIVIL ENGINEERS. bbox=[286, 125, 414, 146]
directory-entry: THE SCOULLAR CO., LTD., 83, 91 Lambton Quay. Enthusiasm, Carts, Furniture. bbox=[149, 452, 277, 478]
section-header: ELECTRICIANS. bbox=[12, 1743, 140, 1755]
classified-ad: TO LET, TO LEASE, or FOR SALE above COMMODIOUS PREMISES, confectionery, Corner Ghuznee and Marion Streets. Apply C. NEER, 9 Bay Street. bbox=[933, 165, 1095, 193]
business-ad: DENTISTS—Splendid opening at Waverley for Residential, present practice conducted by two dentists on weekly visits; cannot cope with the work. Apply particulars, J. W. Emmerson, Waverley. bbox=[423, 810, 584, 846]
business-ad: FOR SALE. FIRST-CLASS and increasing Bakery, Tea Rooms, and Confectionery Business, combined; bread turnover, 1200 large loaves per week, sponge oysters; excellent good trade, catch and business; best stand in the town; first-class plant, stock, etc., at valuation. Agreed required, £650. Sickly despite price will reward for selling prices being fully. Apply to Best Instances, to 'Lucrative,' 'Dominion' Office. bbox=[423, 849, 584, 917]
classified-ad: WANTED, a Laundry-Housemaid. Apply Mrs. C. J. Johnston, Homewood, Karori. bbox=[593, 304, 754, 324]
classified-ad: WANTED to Lease, £25 for six months; good security. Apply 'Genuine,' 'Dominion' Office. bbox=[593, 1130, 754, 1150]
directory-entry: PALMER'S LUNCHEON AND SUPPER ROOMS. Oysters a Speciality. (See Adv.) bbox=[149, 1117, 277, 1135]
mounsey-ad bbox=[286, 1422, 414, 1515]
investment-subtitle: WANTED TO SELL. bbox=[470, 1248, 537, 1257]
classified-ad: TO LET, Woodward Street, Large Room 17 x 20ft.; just the spot for Workroom or Dressmaker. Low rental. Apply 'Dominion' Office. bbox=[933, 467, 1095, 495]
disposal-estate: THE ESTATE OF THE LATE GEORGE AVERY. bbox=[937, 846, 1091, 855]
classified-ad: 1300 ACRES, O.R.P., 61 15s. per acre, 400 acres well grassed, balance in bush. Good clean pasture country; will carry two ewes per acre; house, woolshed, and other outbuildings. Within 3 miles of Stratford-Cardiff Railway. Only £1 per acre cash; balance on easy terms. Apply promptly, Walter Bewley, New Plymouth. bbox=[763, 1299, 924, 1351]
section-header: NATIVE AGENT. bbox=[149, 1037, 277, 1049]
classified-ad: COMPOSITOR.—Good all-round Jobbing and Display Hand seeks Situation; good references. Apply 'Printer,' 'Dominion' Office. bbox=[593, 911, 754, 939]
directory-entry: HALL'S Turkish, Steam, and Hot Baths, Manners Street, Wellington. 'Phone 1717. bbox=[286, 414, 414, 432]
directory-entry: PARISIAN HAIRDRESSING SALOON, 134 Willis St., Norwich Buildings. D. A. Jones. bbox=[286, 361, 414, 379]
classified-ad: TO LET, 5-roomed Cottage; retired position; will couple without children; or bachelors. Apply 25 Bidwill Street. bbox=[933, 259, 1095, 279]
directory-entry: STANTON & ASHBY, Motor Garage, 18 Molesworth St. For Hire. 'Phone 1284. bbox=[149, 934, 277, 952]
builders-tender bbox=[933, 1036, 1095, 1106]
